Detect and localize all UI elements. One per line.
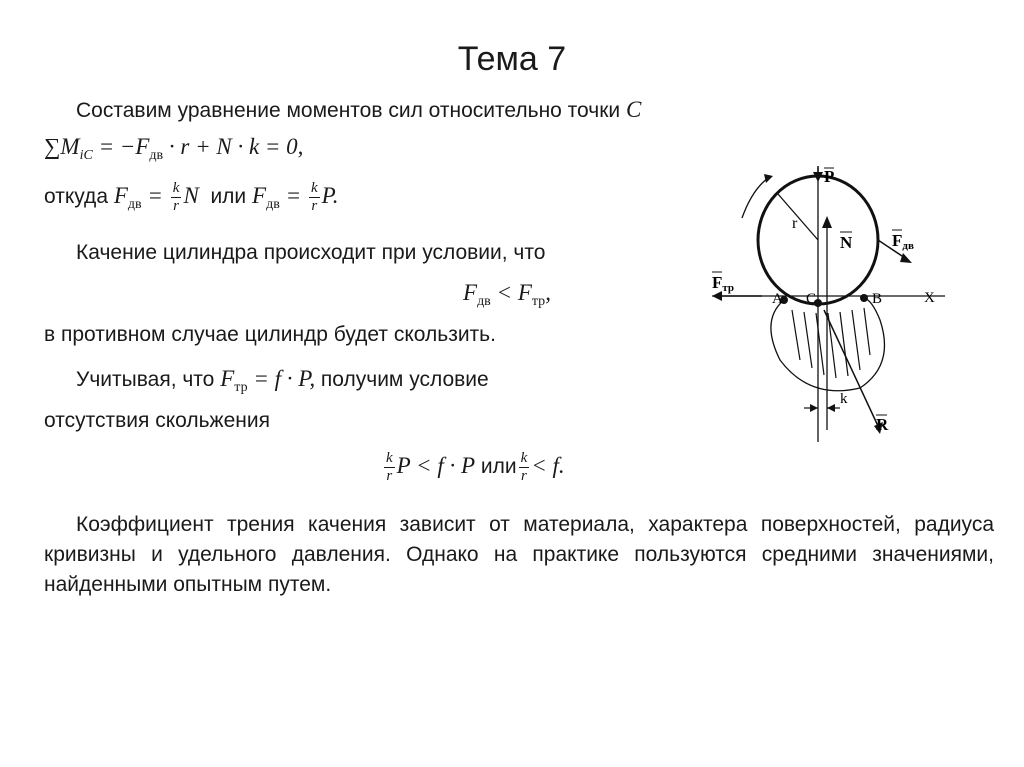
label-r-force: R bbox=[876, 415, 889, 434]
force-subscript: тр bbox=[531, 294, 546, 309]
numerator: k bbox=[310, 180, 318, 196]
n-arrow-head bbox=[822, 216, 832, 228]
label-b: B bbox=[872, 291, 883, 307]
equals-sign: = bbox=[285, 183, 302, 209]
force-subscript: дв bbox=[477, 294, 491, 309]
denominator: r bbox=[311, 198, 318, 214]
label-f-tr: Fтр bbox=[712, 273, 735, 294]
moment-equation bbox=[44, 134, 303, 164]
no-slip-text: отсутствия скольжения bbox=[44, 409, 270, 432]
moment-symbol: M bbox=[60, 134, 80, 159]
fraction-k-over-r bbox=[309, 180, 320, 215]
denominator: r bbox=[173, 198, 180, 214]
label-a: A bbox=[772, 291, 783, 307]
rolling-condition-text: Качение цилиндра происходит при условии, что bbox=[76, 241, 546, 264]
inequality-part: P < f · P bbox=[396, 453, 476, 479]
less-than-sign: < bbox=[496, 280, 513, 305]
force-symbol: F bbox=[113, 183, 128, 209]
equation-part: = −F bbox=[98, 134, 150, 159]
inequality-part: < f. bbox=[531, 453, 565, 479]
sliding-text: в противном случае цилиндр будет скользить. bbox=[44, 323, 496, 346]
moment-equation-intro bbox=[76, 97, 641, 123]
denominator: r bbox=[386, 468, 393, 484]
or-text: или bbox=[210, 185, 247, 209]
force-subscript: тр bbox=[234, 380, 248, 395]
label-x: X bbox=[924, 290, 935, 306]
normal-force-symbol: N bbox=[183, 183, 199, 209]
moment-subscript: iC bbox=[79, 148, 93, 163]
equation-part: · r + N · k = 0, bbox=[168, 134, 304, 159]
rolling-condition bbox=[463, 280, 551, 310]
no-slip-inequality bbox=[382, 450, 565, 485]
comma: , bbox=[545, 280, 551, 305]
fraction-k-over-r bbox=[171, 180, 182, 215]
force-symbol: F bbox=[220, 366, 235, 391]
considering-text: Учитывая, что bbox=[76, 368, 215, 391]
friction-expression bbox=[76, 366, 489, 396]
fraction-k-over-r bbox=[519, 450, 530, 485]
force-expression bbox=[44, 180, 338, 215]
ftr-arrow-head bbox=[712, 291, 722, 301]
whence-text: откуда bbox=[44, 185, 108, 209]
label-f-dv: Fдв bbox=[892, 231, 914, 252]
fdv-arrow-head bbox=[900, 253, 912, 263]
k-arrow-left bbox=[810, 404, 818, 412]
radius-line bbox=[778, 194, 818, 240]
point-c-label: C bbox=[625, 97, 642, 122]
force-subscript: дв bbox=[127, 197, 142, 213]
force-symbol: F bbox=[252, 183, 267, 209]
label-p: P bbox=[824, 167, 835, 186]
slide-title: Тема 7 bbox=[457, 40, 567, 78]
rolling-cylinder-diagram bbox=[700, 160, 950, 445]
numerator: k bbox=[172, 180, 180, 196]
label-k: k bbox=[840, 391, 848, 407]
equals-sign: = bbox=[147, 183, 163, 209]
sum-symbol: ∑ bbox=[44, 134, 61, 159]
or-text: или bbox=[480, 455, 517, 479]
rotation-arrow-icon bbox=[764, 174, 773, 183]
fraction-k-over-r bbox=[384, 450, 395, 485]
force-symbol: F bbox=[463, 280, 478, 305]
equation-part: = f · P, bbox=[253, 366, 316, 391]
k-arrow-right bbox=[827, 404, 835, 412]
force-subscript: дв bbox=[266, 197, 280, 213]
numerator: k bbox=[520, 450, 528, 466]
pressure-distribution-curve bbox=[771, 298, 885, 391]
intro-text: Составим уравнение моментов сил относительно точки bbox=[76, 99, 621, 122]
condition-text: получим условие bbox=[320, 368, 489, 391]
numerator: k bbox=[386, 450, 393, 466]
force-symbol: F bbox=[517, 280, 532, 305]
pressure-arrows bbox=[792, 308, 870, 378]
label-c: C bbox=[806, 291, 817, 307]
weight-symbol: P. bbox=[321, 183, 339, 209]
force-subscript: дв bbox=[149, 148, 164, 163]
label-n: N bbox=[840, 233, 853, 252]
label-r: r bbox=[792, 215, 798, 232]
coefficient-paragraph: Коэффициент трения качения зависит от материала, характера поверхностей, радиуса кривизны и удельного давления. Однако на практике пользуются средними значениями, найденными опытным путем. bbox=[44, 513, 994, 596]
denominator: r bbox=[520, 468, 527, 484]
